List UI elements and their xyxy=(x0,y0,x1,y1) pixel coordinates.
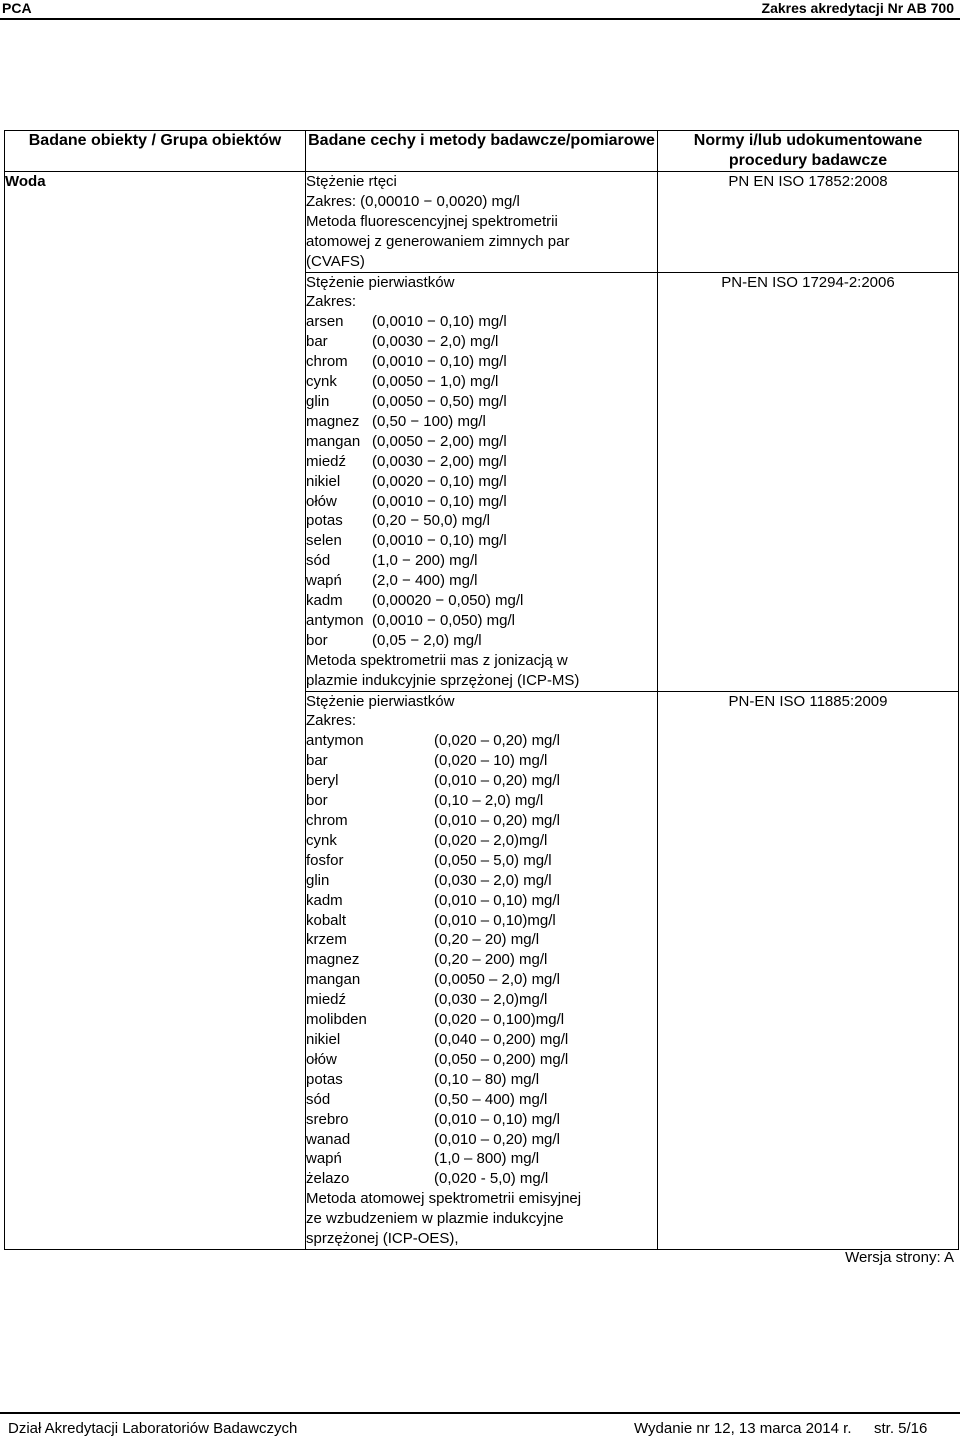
element-range: (0,040 – 0,200) mg/l xyxy=(434,1030,569,1048)
element-name: magnez xyxy=(306,412,360,430)
element-range-item xyxy=(306,891,657,911)
element-name: antymon xyxy=(306,732,364,750)
element-range: (0,0010 − 0,10) mg/l xyxy=(372,353,507,371)
row1-method-cell xyxy=(306,172,658,273)
element-range: (0,030 – 2,0)mg/l xyxy=(434,991,548,1009)
element-range: (0,0020 − 0,10) mg/l xyxy=(372,472,507,490)
element-name: kadm xyxy=(306,592,343,610)
table-row xyxy=(5,172,959,273)
accreditation-table xyxy=(4,130,959,1250)
method-line: plazmie indukcyjnie sprzężonej (ICP-MS) xyxy=(306,671,580,689)
element-name: krzem xyxy=(306,931,347,949)
row1-line: Stężenie rtęci xyxy=(306,173,397,190)
method-line: Metoda spektrometrii mas z jonizacją w xyxy=(306,651,568,669)
element-name: mangan xyxy=(306,971,361,989)
element-name: cynk xyxy=(306,831,337,849)
element-range-item xyxy=(306,1050,657,1070)
row2-range-label: Zakres: xyxy=(306,293,357,311)
element-range-item xyxy=(306,412,657,432)
element-name: srebro xyxy=(306,1110,349,1128)
element-range: (0,20 – 20) mg/l xyxy=(434,931,540,949)
element-name: miedź xyxy=(306,452,347,470)
element-range-item xyxy=(306,771,657,791)
element-range: (0,0050 − 0,50) mg/l xyxy=(372,392,507,410)
row3-norm: PN-EN ISO 11885:2009 xyxy=(658,691,959,1249)
element-range: (0,010 – 0,20) mg/l xyxy=(434,812,560,829)
element-name: potas xyxy=(306,1070,343,1088)
footer-right: str. 5/16 xyxy=(874,1420,928,1437)
element-range: (0,0010 − 0,10) mg/l xyxy=(372,492,507,510)
element-range: (1,0 – 800) mg/l xyxy=(434,1150,540,1168)
element-name: molibden xyxy=(306,1011,367,1029)
element-name: ołów xyxy=(306,492,337,510)
element-name: arsen xyxy=(306,313,344,331)
element-range-item xyxy=(306,511,657,531)
footer-middle: Wydanie nr 12, 13 marca 2014 r. xyxy=(634,1420,852,1437)
element-range-item xyxy=(306,551,657,571)
element-range: (0,020 – 10) mg/l xyxy=(434,752,548,770)
element-range-item xyxy=(306,1070,657,1090)
row1-lines xyxy=(306,172,657,272)
element-range-item xyxy=(306,990,657,1010)
page-footer xyxy=(0,1412,960,1438)
element-range: (0,020 – 0,100)mg/l xyxy=(434,1011,565,1029)
element-name: bor xyxy=(306,631,328,649)
element-name: glin xyxy=(306,871,330,889)
element-range: (0,0030 − 2,00) mg/l xyxy=(372,452,507,470)
element-range: (0,00020 − 0,050) mg/l xyxy=(372,592,524,610)
element-range-item xyxy=(306,312,657,332)
row3-title: Stężenie pierwiastków xyxy=(306,692,455,710)
row1-line: Metoda fluorescencyjnej spektrometrii xyxy=(306,212,558,230)
element-name: wapń xyxy=(306,1150,342,1168)
element-range: (0,20 − 50,0) mg/l xyxy=(372,512,490,530)
element-name: żelazo xyxy=(306,1170,350,1188)
element-range-item xyxy=(306,731,657,751)
element-range-item xyxy=(306,432,657,452)
col3-header: Normy i/lub udokumentowane procedury badawcze xyxy=(658,131,959,172)
element-range-item xyxy=(306,452,657,472)
element-name: sód xyxy=(306,1090,331,1108)
element-range-item xyxy=(306,631,657,651)
element-name: miedź xyxy=(306,991,347,1009)
row1-line: atomowej z generowaniem zimnych par xyxy=(306,232,570,250)
element-range-item xyxy=(306,911,657,931)
element-range-item xyxy=(306,1130,657,1150)
element-name: wanad xyxy=(306,1130,351,1148)
element-range-item xyxy=(306,1090,657,1110)
element-range: (0,20 – 200) mg/l xyxy=(434,951,548,969)
method-line: Metoda atomowej spektrometrii emisyjnej xyxy=(306,1190,582,1208)
element-name: bar xyxy=(306,333,328,351)
row2-norm: PN-EN ISO 17294-2:2006 xyxy=(658,272,959,691)
element-name: antymon xyxy=(306,611,364,629)
element-name: beryl xyxy=(306,772,339,790)
element-range: (0,50 – 400) mg/l xyxy=(434,1090,548,1108)
element-name: cynk xyxy=(306,373,337,391)
element-name: chrom xyxy=(306,353,348,371)
element-range-item xyxy=(306,472,657,492)
element-range: (0,050 – 5,0) mg/l xyxy=(434,851,552,869)
element-name: kobalt xyxy=(306,911,347,929)
element-name: selen xyxy=(306,532,342,550)
element-range: (2,0 − 400) mg/l xyxy=(372,572,478,590)
element-range-item xyxy=(306,591,657,611)
element-range-item xyxy=(306,392,657,412)
element-range: (0,0010 − 0,10) mg/l xyxy=(372,532,507,550)
element-range: (0,050 – 0,200) mg/l xyxy=(434,1050,569,1068)
col2-header: Badane cechy i metody badawcze/pomiarowe xyxy=(306,131,658,172)
element-name: sód xyxy=(306,552,331,570)
element-range-item xyxy=(306,871,657,891)
element-range-item xyxy=(306,492,657,512)
element-range: (0,010 – 0,20) mg/l xyxy=(434,1130,560,1148)
element-name: mangan xyxy=(306,432,361,450)
row2-method xyxy=(306,651,657,691)
element-name: ołów xyxy=(306,1050,337,1068)
element-range: (1,0 − 200) mg/l xyxy=(372,552,478,570)
element-range: (0,010 – 0,10) mg/l xyxy=(434,1110,560,1128)
footer-left: Dział Akredytacji Laboratoriów Badawczych xyxy=(8,1420,298,1437)
row3-method-cell xyxy=(306,691,658,1249)
element-range-item xyxy=(306,950,657,970)
row2-items xyxy=(306,312,657,650)
element-range: (0,010 – 0,10) mg/l xyxy=(434,891,560,909)
element-name: chrom xyxy=(306,812,348,829)
element-range: (0,0030 − 2,0) mg/l xyxy=(372,333,499,351)
element-range-item xyxy=(306,831,657,851)
element-range: (0,0050 − 2,00) mg/l xyxy=(372,432,507,450)
element-range-item xyxy=(306,811,657,831)
row2-method-cell xyxy=(306,272,658,691)
element-name: bar xyxy=(306,752,328,770)
row2-title: Stężenie pierwiastków xyxy=(306,273,455,291)
element-range: (0,50 − 100) mg/l xyxy=(372,412,486,430)
row1-line: Zakres: (0,00010 − 0,0020) mg/l xyxy=(306,192,520,210)
element-range: (0,0050 − 1,0) mg/l xyxy=(372,373,499,391)
element-range-item xyxy=(306,930,657,950)
page-header xyxy=(0,0,960,20)
table-header-row xyxy=(5,131,959,172)
header-left: PCA xyxy=(2,0,32,16)
header-right: Zakres akredytacji Nr AB 700 xyxy=(761,0,954,16)
page-version: Wersja strony: A xyxy=(845,1249,954,1266)
element-range: (0,030 – 2,0) mg/l xyxy=(434,871,552,889)
element-name: fosfor xyxy=(306,851,344,869)
element-range-item xyxy=(306,372,657,392)
row1-norm: PN EN ISO 17852:2008 xyxy=(658,172,959,273)
element-range: (0,10 – 2,0) mg/l xyxy=(434,792,544,810)
element-range: (0,020 – 0,20) mg/l xyxy=(434,732,560,750)
element-name: nikiel xyxy=(306,1030,341,1048)
method-line: sprzężonej (ICP-OES), xyxy=(306,1230,459,1248)
col1-header: Badane obiekty / Grupa obiektów xyxy=(5,131,306,172)
element-range-item xyxy=(306,791,657,811)
element-range-item xyxy=(306,332,657,352)
element-range-item xyxy=(306,751,657,771)
element-range-item xyxy=(306,571,657,591)
element-range: (0,020 – 2,0)mg/l xyxy=(434,831,548,849)
element-range: (0,05 − 2,0) mg/l xyxy=(372,631,482,649)
element-range: (0,020 - 5,0) mg/l xyxy=(434,1170,549,1188)
element-range-item xyxy=(306,611,657,631)
element-name: bor xyxy=(306,792,328,810)
element-range-item xyxy=(306,352,657,372)
row3-method xyxy=(306,1189,657,1249)
element-name: glin xyxy=(306,392,330,410)
element-range-item xyxy=(306,531,657,551)
element-range-item xyxy=(306,1169,657,1189)
element-range: (0,10 – 80) mg/l xyxy=(434,1070,540,1088)
element-range: (0,010 – 0,20) mg/l xyxy=(434,772,560,790)
element-name: magnez xyxy=(306,951,360,969)
element-range-item xyxy=(306,1110,657,1130)
element-range-item xyxy=(306,1149,657,1169)
element-name: potas xyxy=(306,512,343,530)
element-range: (0,0050 – 2,0) mg/l xyxy=(434,971,560,989)
element-range: (0,010 – 0,10)mg/l xyxy=(434,911,556,929)
element-range-item xyxy=(306,851,657,871)
element-range: (0,0010 − 0,050) mg/l xyxy=(372,611,516,629)
element-name: wapń xyxy=(306,572,342,590)
row3-items xyxy=(306,731,657,1189)
method-line: ze wzbudzeniem w plazmie indukcyjne xyxy=(306,1210,564,1228)
row3-range-label: Zakres: xyxy=(306,712,357,730)
row1-line: (CVAFS) xyxy=(306,252,365,270)
element-range-item xyxy=(306,970,657,990)
element-range-item xyxy=(306,1010,657,1030)
element-range: (0,0010 − 0,10) mg/l xyxy=(372,313,507,331)
object-cell: Woda xyxy=(5,172,306,1250)
element-name: nikiel xyxy=(306,472,341,490)
element-range-item xyxy=(306,1030,657,1050)
element-name: kadm xyxy=(306,891,343,909)
